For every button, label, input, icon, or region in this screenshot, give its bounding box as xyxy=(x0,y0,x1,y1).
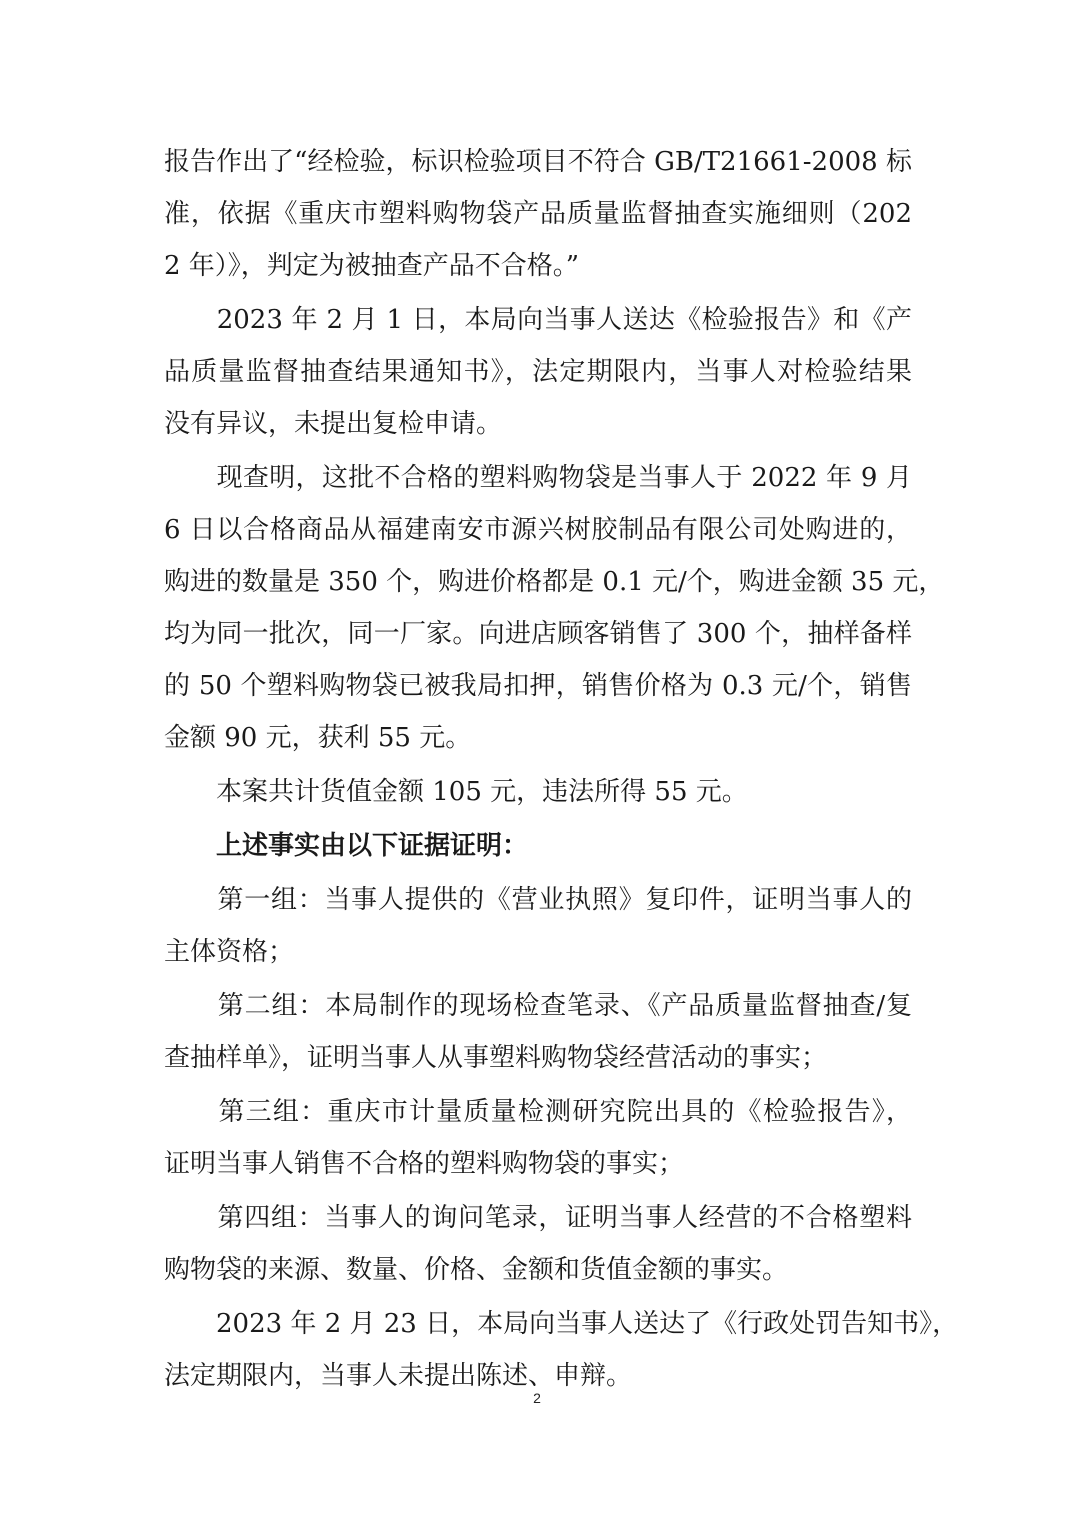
paragraph xyxy=(164,1086,912,1190)
text-line: 现查明，这批不合格的塑料购物袋是当事人于 2022 年 9 月 xyxy=(164,463,912,493)
paragraph xyxy=(164,874,912,978)
text-line: 法定期限内，当事人未提出陈述、申辩。 xyxy=(164,1361,633,1391)
paragraph xyxy=(164,980,912,1084)
paragraph xyxy=(164,1192,912,1296)
text-line: 没有异议，未提出复检申请。 xyxy=(164,409,503,439)
paragraph xyxy=(164,1298,959,1402)
text-line: 本案共计货值金额 105 元，违法所得 55 元。 xyxy=(164,777,748,807)
text-line: 购物袋的来源、数量、价格、金额和货值金额的事实。 xyxy=(164,1255,789,1285)
paragraph xyxy=(164,766,912,818)
text-line: 2 年）》，判定为被抽查产品不合格。” xyxy=(164,251,580,281)
text-line: 第二组：本局制作的现场检查笔录、《产品质量监督抽查/复 xyxy=(164,991,912,1021)
text-line: 查抽样单》，证明当事人从事塑料购物袋经营活动的事实； xyxy=(164,1043,828,1073)
text-line: 的 50 个塑料购物袋已被我局扣押，销售价格为 0.3 元/个，销售 xyxy=(164,671,912,701)
text-line: 购进的数量是 350 个，购进价格都是 0.1 元/个，购进金额 35 元， xyxy=(164,567,945,597)
text-line: 第四组：当事人的询问笔录，证明当事人经营的不合格塑料 xyxy=(164,1203,912,1233)
text-line: 报告作出了“经检验，标识检验项目不符合 GB/T21661-2008 标 xyxy=(164,147,912,177)
paragraph xyxy=(164,452,945,764)
page-number: 2 xyxy=(533,1390,541,1406)
text-line: 2023 年 2 月 23 日，本局向当事人送达了《行政处罚告知书》， xyxy=(164,1309,959,1339)
paragraph xyxy=(164,136,912,292)
text-line: 第三组：重庆市计量质量检测研究院出具的《检验报告》， xyxy=(164,1097,912,1127)
text-line: 金额 90 元，获利 55 元。 xyxy=(164,723,472,753)
text-line: 第一组：当事人提供的《营业执照》复印件，证明当事人的 xyxy=(164,885,912,915)
text-line: 主体资格； xyxy=(164,937,295,967)
text-line: 证明当事人销售不合格的塑料购物袋的事实； xyxy=(164,1149,685,1179)
text-line: 准，依据《重庆市塑料购物袋产品质量监督抽查实施细则（202 xyxy=(164,199,912,229)
text-line: 品质量监督抽查结果通知书》，法定期限内，当事人对检验结果 xyxy=(164,357,912,387)
text-line: 6 日以合格商品从福建南安市源兴树胶制品有限公司处购进的， xyxy=(164,515,912,545)
section-heading xyxy=(164,820,912,872)
text-line: 2023 年 2 月 1 日，本局向当事人送达《检验报告》和《产 xyxy=(164,305,912,335)
text-line: 均为同一批次，同一厂家。向进店顾客销售了 300 个，抽样备样 xyxy=(164,619,912,649)
paragraph xyxy=(164,294,912,450)
document-body xyxy=(164,136,959,1404)
text-line: 上述事实由以下证据证明： xyxy=(164,831,529,861)
